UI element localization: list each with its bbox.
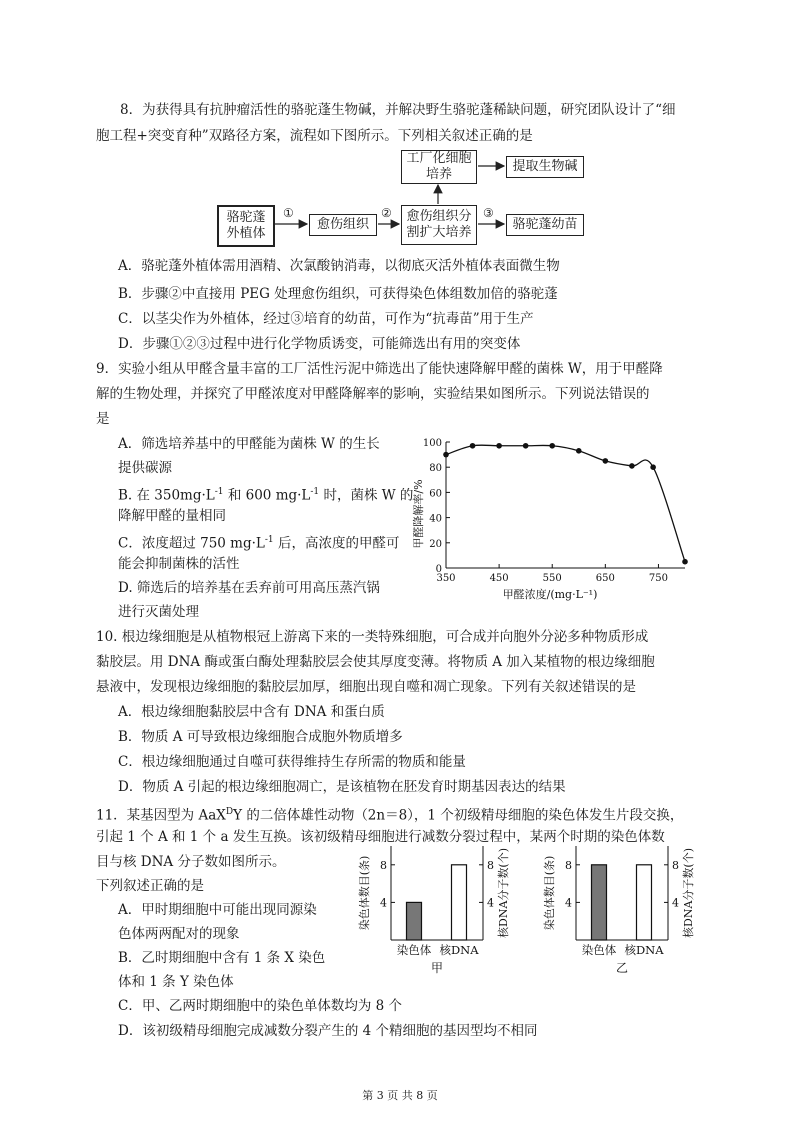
q10-option-d: D．物质 A 引起的根边缘细胞凋亡，是该植物在胚发育时期基因表达的结果 bbox=[118, 779, 566, 795]
bar-chromosome bbox=[407, 902, 422, 940]
bar-category-label: 核DNA bbox=[439, 943, 479, 957]
q11-stem-sup: D bbox=[225, 807, 234, 817]
bar-left-tick-label: 8 bbox=[565, 858, 572, 872]
bar-left-tick-label: 8 bbox=[380, 858, 387, 872]
bar-chart-title: 乙 bbox=[615, 961, 629, 975]
q9-y-tick-label: 80 bbox=[429, 463, 442, 475]
q11-option-a-line2: 色体两两配对的现象 bbox=[118, 926, 240, 942]
bar-category-label: 染色体 bbox=[581, 943, 617, 957]
q9-c-sup: -1 bbox=[264, 535, 274, 545]
q9-data-point bbox=[470, 443, 476, 449]
q9-stem-line-3: 是 bbox=[96, 411, 110, 427]
q11-stem-pre: 11．某基因型为 AaX bbox=[96, 807, 226, 824]
flow-step-3: ③ bbox=[483, 206, 494, 220]
q9-option-d-line2: 进行灭菌处理 bbox=[118, 604, 199, 620]
flow-arrows bbox=[0, 0, 800, 260]
bar-right-axis-label: 核DNA分子数(个) bbox=[682, 848, 695, 938]
q9-data-point bbox=[650, 464, 656, 470]
q9-option-c-line1 bbox=[118, 530, 399, 554]
q9-x-axis-label: 甲醛浓度/(mg·L⁻¹) bbox=[502, 588, 598, 601]
q11-bar-chart-jia bbox=[355, 838, 525, 988]
flow-step-2: ② bbox=[381, 206, 392, 220]
q9-series-line bbox=[446, 445, 685, 562]
q10-stem-line-3: 悬液中，发现根边缘细胞的黏胶层加厚，细胞出现自噬和凋亡现象。下列有关叙述错误的是 bbox=[96, 679, 636, 695]
page-footer: 第 3 页 共 8 页 bbox=[362, 1089, 438, 1102]
q8-stem-line-1: 8．为获得具有抗肿瘤活性的骆驼蓬生物碱，并解决野生骆驼蓬稀缺问题，研究团队设计了“细 bbox=[120, 102, 676, 118]
q9-b-pre: B. 在 350mg·L bbox=[118, 487, 215, 504]
q9-c-post: 后，高浓度的甲醛可 bbox=[273, 535, 400, 552]
flow-box-split-line2: 割扩大培养 bbox=[406, 225, 472, 240]
bar-left-tick-label: 4 bbox=[565, 896, 572, 910]
q8-stem-line-2: 胞工程+突变育种”双路径方案，流程如下图所示。下列相关叙述正确的是 bbox=[96, 128, 533, 144]
q8-option-d: D．步骤①②③过程中进行化学物质诱变，可能筛选出有用的突变体 bbox=[118, 336, 521, 352]
q9-data-point bbox=[682, 559, 688, 565]
q9-option-b-line2: 降解甲醛的量相同 bbox=[118, 508, 226, 524]
q9-stem-line-1: 9．实验小组从甲醛含量丰富的工厂活性污泥中筛选出了能快速降解甲醛的菌株 W，用于甲醛降 bbox=[96, 361, 663, 377]
bar-right-axis-label: 核DNA分子数(个) bbox=[497, 848, 510, 938]
flow-box-explant-line1: 骆驼蓬 bbox=[226, 210, 266, 225]
bar-right-tick-label: 4 bbox=[672, 896, 679, 910]
q9-b-sup1: -1 bbox=[214, 487, 224, 497]
q9-x-tick-label: 650 bbox=[595, 573, 615, 584]
q9-data-point bbox=[523, 443, 529, 449]
q9-line-chart bbox=[400, 432, 700, 602]
q9-stem-line-2: 解的生物处理，并探究了甲醛浓度对甲醛降解率的影响，实验结果如图所示。下列说法错误的 bbox=[96, 386, 650, 402]
q9-x-tick-label: 750 bbox=[648, 573, 668, 584]
bar-right-tick-label: 8 bbox=[672, 858, 679, 872]
q10-stem-line-1: 10. 根边缘细胞是从植物根冠上游离下来的一类特殊细胞，可合成并向胞外分泌多种物质形成 bbox=[96, 629, 649, 645]
flow-box-split-line1: 愈伤组织分 bbox=[406, 209, 472, 224]
q9-x-tick-label: 450 bbox=[489, 573, 509, 584]
flow-box-factory-line1: 工厂化细胞 bbox=[406, 151, 472, 166]
q11-option-b-line1: B．乙时期细胞中含有 1 条 X 染色 bbox=[118, 950, 326, 966]
flow-box-extract: 提取生物碱 bbox=[506, 156, 584, 178]
q9-option-d-line1: D. 筛选后的培养基在丢弃前可用高压蒸汽锅 bbox=[118, 580, 380, 596]
bar-category-label: 染色体 bbox=[396, 943, 432, 957]
flow-box-callus: 愈伤组织 bbox=[309, 214, 377, 236]
bar-left-tick-label: 4 bbox=[380, 896, 387, 910]
q9-data-point bbox=[576, 448, 582, 454]
q11-stem-line-2: 引起 1 个 A 和 1 个 a 发生互换。该初级精母细胞进行减数分裂过程中，某两个时期的染色体数 bbox=[96, 829, 665, 845]
q9-b-post: 时，菌株 W 的 bbox=[319, 487, 414, 504]
flow-step-1: ① bbox=[283, 206, 294, 220]
q9-option-a-line1: A．筛选培养基中的甲醛能为菌株 W 的生长 bbox=[118, 436, 380, 452]
q9-data-point bbox=[496, 443, 502, 449]
q8-option-b: B．步骤②中直接用 PEG 处理愈伤组织，可获得染色体组数加倍的骆驼蓬 bbox=[118, 286, 558, 302]
q9-y-tick-label: 100 bbox=[422, 438, 442, 449]
q11-stem-line-1 bbox=[96, 802, 683, 826]
bar-right-tick-label: 4 bbox=[487, 896, 494, 910]
q9-b-sup2: -1 bbox=[310, 487, 320, 497]
q11-option-c: C．甲、乙两时期细胞中的染色单体数均为 8 个 bbox=[118, 998, 403, 1014]
flow-box-seedling: 骆驼蓬幼苗 bbox=[506, 214, 584, 236]
q9-option-a-line2: 提供碳源 bbox=[118, 460, 172, 476]
q11-bar-chart-yi bbox=[540, 838, 710, 988]
q9-c-pre: C．浓度超过 750 mg·L bbox=[118, 535, 265, 552]
q11-stem-post: Y 的二倍体雄性动物（2n＝8），1 个初级精母细胞的染色体发生片段交换， bbox=[233, 807, 684, 824]
bar-category-label: 核DNA bbox=[624, 943, 664, 957]
bar-chart-title: 甲 bbox=[430, 961, 444, 975]
q11-option-a-line1: A．甲时期细胞中可能出现同源染 bbox=[118, 902, 317, 918]
bar-left-axis-label: 染色体数目(条) bbox=[543, 855, 556, 931]
q11-option-d: D．该初级精母细胞完成减数分裂产生的 4 个精细胞的基因型均不相同 bbox=[118, 1023, 538, 1039]
q9-y-tick-label: 60 bbox=[429, 488, 442, 500]
q9-data-point bbox=[443, 452, 449, 458]
q9-x-tick-label: 550 bbox=[542, 573, 562, 584]
flow-box-factory-line2: 培养 bbox=[425, 167, 452, 182]
q10-option-b: B．物质 A 可导致根边缘细胞合成胞外物质增多 bbox=[118, 729, 403, 745]
q9-y-tick-label: 0 bbox=[435, 564, 442, 575]
q9-x-tick-label: 350 bbox=[436, 573, 456, 584]
q10-stem-line-2: 黏胶层。用 DNA 酶或蛋白酶处理黏胶层会使其厚度变薄。将物质 A 加入某植物的根边缘细胞 bbox=[96, 654, 655, 670]
q9-y-axis-label: 甲醛降解率/% bbox=[412, 479, 425, 549]
q11-stem-line-3: 目与核 DNA 分子数如图所示。 bbox=[96, 854, 286, 870]
q9-data-point bbox=[549, 443, 555, 449]
q8-option-a: A．骆驼蓬外植体需用酒精、次氯酸钠消毒，以彻底灭活外植体表面微生物 bbox=[118, 258, 560, 274]
bar-right-tick-label: 8 bbox=[487, 858, 494, 872]
q11-stem-line-4: 下列叙述正确的是 bbox=[96, 878, 204, 894]
bar-nuclear-dna bbox=[637, 865, 652, 940]
flow-box-explant-line2: 外植体 bbox=[226, 226, 266, 241]
bar-chromosome bbox=[592, 865, 607, 940]
q9-b-mid: 和 600 mg·L bbox=[223, 487, 311, 504]
q10-option-a: A．根边缘细胞黏胶层中含有 DNA 和蛋白质 bbox=[118, 704, 385, 720]
bar-nuclear-dna bbox=[452, 865, 467, 940]
bar-left-axis-label: 染色体数目(条) bbox=[358, 855, 371, 931]
q9-y-tick-label: 40 bbox=[429, 513, 442, 525]
q9-option-b-line1 bbox=[118, 482, 413, 506]
q9-option-c-line2: 能会抑制菌株的活性 bbox=[118, 556, 240, 572]
q8-option-c: C．以茎尖作为外植体，经过③培育的幼苗，可作为“抗毒苗”用于生产 bbox=[118, 311, 534, 327]
q10-option-c: C．根边缘细胞通过自噬可获得维持生存所需的物质和能量 bbox=[118, 754, 466, 770]
q9-data-point bbox=[603, 458, 609, 464]
q9-data-point bbox=[629, 463, 635, 469]
q11-option-b-line2: 体和 1 条 Y 染色体 bbox=[118, 974, 234, 990]
q9-y-tick-label: 20 bbox=[429, 538, 442, 550]
